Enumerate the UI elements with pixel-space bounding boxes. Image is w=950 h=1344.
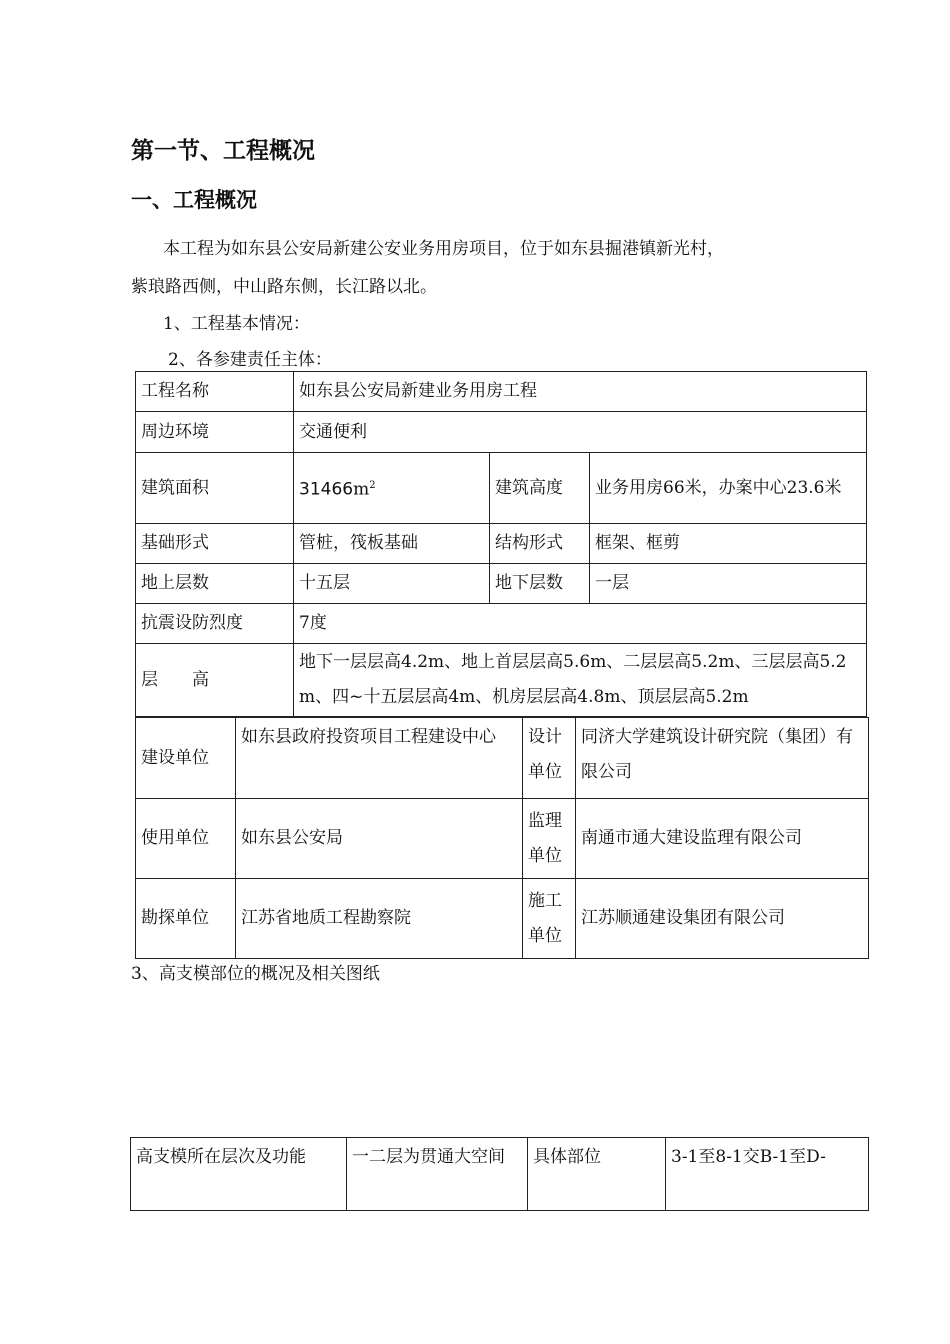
party-label: 监理单位 — [523, 799, 576, 879]
above-floors-label: 地上层数 — [136, 564, 294, 604]
area-number: 31466 — [299, 479, 354, 500]
party-value: 同济大学建筑设计研究院（集团）有限公司 — [576, 718, 869, 799]
item-formwork-heading: 3、高支模部位的概况及相关图纸 — [131, 964, 380, 984]
party-label: 设计单位 — [523, 718, 576, 799]
party-label: 建设单位 — [136, 718, 236, 799]
section-title: 第一节、工程概况 — [131, 138, 315, 164]
foundation-value: 管桩，筏板基础 — [294, 524, 490, 564]
project-name-label: 工程名称 — [136, 372, 294, 412]
floor-height-label: 层 高 — [136, 644, 294, 717]
formwork-level-label: 高支模所在层次及功能 — [131, 1138, 347, 1211]
party-label: 使用单位 — [136, 799, 236, 879]
intro-paragraph-line2: 紫琅路西侧，中山路东侧，长江路以北。 — [131, 277, 437, 297]
floor-height-value: 地下一层层高4.2m、地上首层层高5.6m、二层层高5.2m、三层层高5.2m、四~十五层层高4m、机房层层高4.8m、顶层层高5.2m — [294, 644, 867, 717]
parties-table — [135, 717, 869, 959]
table-row — [136, 799, 869, 879]
area-superscript: 2 — [369, 480, 376, 492]
project-name-value: 如东县公安局新建业务用房工程 — [294, 372, 867, 412]
below-floors-label: 地下层数 — [490, 564, 590, 604]
table-row — [136, 372, 867, 412]
formwork-location-label: 具体部位 — [528, 1138, 666, 1211]
party-value: 江苏省地质工程勘察院 — [236, 879, 523, 959]
item-parties-heading: 2、各参建责任主体： — [168, 350, 332, 370]
area-label: 建筑面积 — [136, 453, 294, 524]
below-floors-value: 一层 — [590, 564, 867, 604]
subsection-title: 一、工程概况 — [131, 188, 257, 212]
table-row — [136, 564, 867, 604]
party-label: 勘探单位 — [136, 879, 236, 959]
table-row — [136, 879, 869, 959]
height-label: 建筑高度 — [490, 453, 590, 524]
structure-value: 框架、框剪 — [590, 524, 867, 564]
above-floors-value: 十五层 — [294, 564, 490, 604]
formwork-table — [130, 1137, 869, 1211]
table-row — [136, 644, 867, 717]
intro-paragraph-line1: 本工程为如东县公安局新建公安业务用房项目，位于如东县掘港镇新光村， — [163, 239, 724, 259]
party-value: 如东县政府投资项目工程建设中心 — [236, 718, 523, 799]
height-value: 业务用房66米，办案中心23.6米 — [590, 453, 867, 524]
environment-label: 周边环境 — [136, 412, 294, 453]
item-basic-info-heading: 1、工程基本情况： — [163, 314, 310, 334]
party-value: 江苏顺通建设集团有限公司 — [576, 879, 869, 959]
table-row — [131, 1138, 869, 1211]
environment-value: 交通便利 — [294, 412, 867, 453]
table-row — [136, 524, 867, 564]
foundation-label: 基础形式 — [136, 524, 294, 564]
structure-label: 结构形式 — [490, 524, 590, 564]
formwork-level-value: 一二层为贯通大空间 — [347, 1138, 528, 1211]
area-value — [294, 453, 490, 524]
table-row — [136, 604, 867, 644]
table-row — [136, 453, 867, 524]
seismic-label: 抗震设防烈度 — [136, 604, 294, 644]
formwork-location-value: 3-1至8-1交B-1至D- — [666, 1138, 869, 1211]
table-row — [136, 412, 867, 453]
party-label: 施工单位 — [523, 879, 576, 959]
table-row — [136, 718, 869, 799]
area-unit: m — [353, 479, 370, 500]
party-value: 南通市通大建设监理有限公司 — [576, 799, 869, 879]
basic-info-table — [135, 371, 867, 717]
seismic-value: 7度 — [294, 604, 867, 644]
party-value: 如东县公安局 — [236, 799, 523, 879]
